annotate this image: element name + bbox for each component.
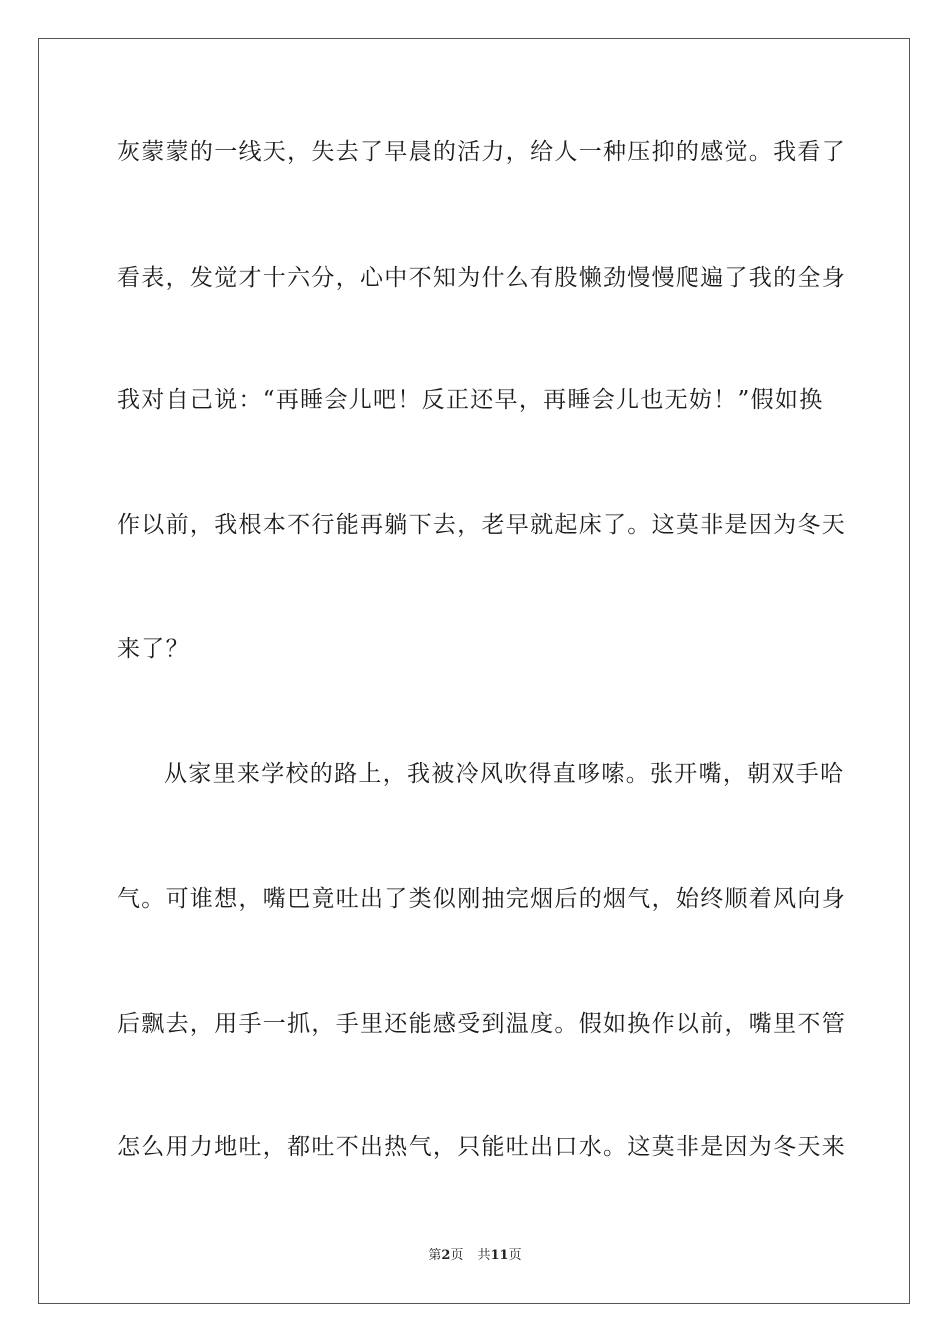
paragraph-first-line: 从家里来学校的路上，我被冷风吹得直哆嗦。张开嘴，朝双手哈 [164, 761, 845, 787]
total-prefix: 共 [477, 1248, 491, 1263]
text-line: 后飘去，用手一抓，手里还能感受到温度。假如换作以前，嘴里不管 [117, 1011, 846, 1037]
page-footer [0, 1247, 950, 1265]
text-line: 来了？ [117, 636, 190, 662]
text-line: 作以前，我根本不行能再躺下去，老早就起床了。这莫非是因为冬天 [117, 512, 846, 538]
text-line: 气。可谁想，嘴巴竟吐出了类似刚抽完烟后的烟气，始终顺着风向身 [117, 886, 846, 912]
page-suffix: 页 [450, 1248, 464, 1263]
text-line: 怎么用力地吐，都吐不出热气，只能吐出口水。这莫非是因为冬天来 [117, 1134, 846, 1160]
page-border [38, 38, 910, 1304]
total-pages: 11 [490, 1248, 509, 1263]
total-suffix: 页 [508, 1248, 522, 1263]
text-line: 灰蒙蒙的一线天，失去了早晨的活力，给人一种压抑的感觉。我看了 [117, 139, 846, 165]
text-line: 看表，发觉才十六分，心中不知为什么有股懒劲慢慢爬遍了我的全身 [117, 265, 846, 291]
page-prefix: 第 [428, 1248, 442, 1263]
page-number: 2 [441, 1248, 451, 1263]
text-line: 我对自己说：“再睡会儿吧！反正还早，再睡会儿也无妨！”假如换 [117, 387, 824, 413]
